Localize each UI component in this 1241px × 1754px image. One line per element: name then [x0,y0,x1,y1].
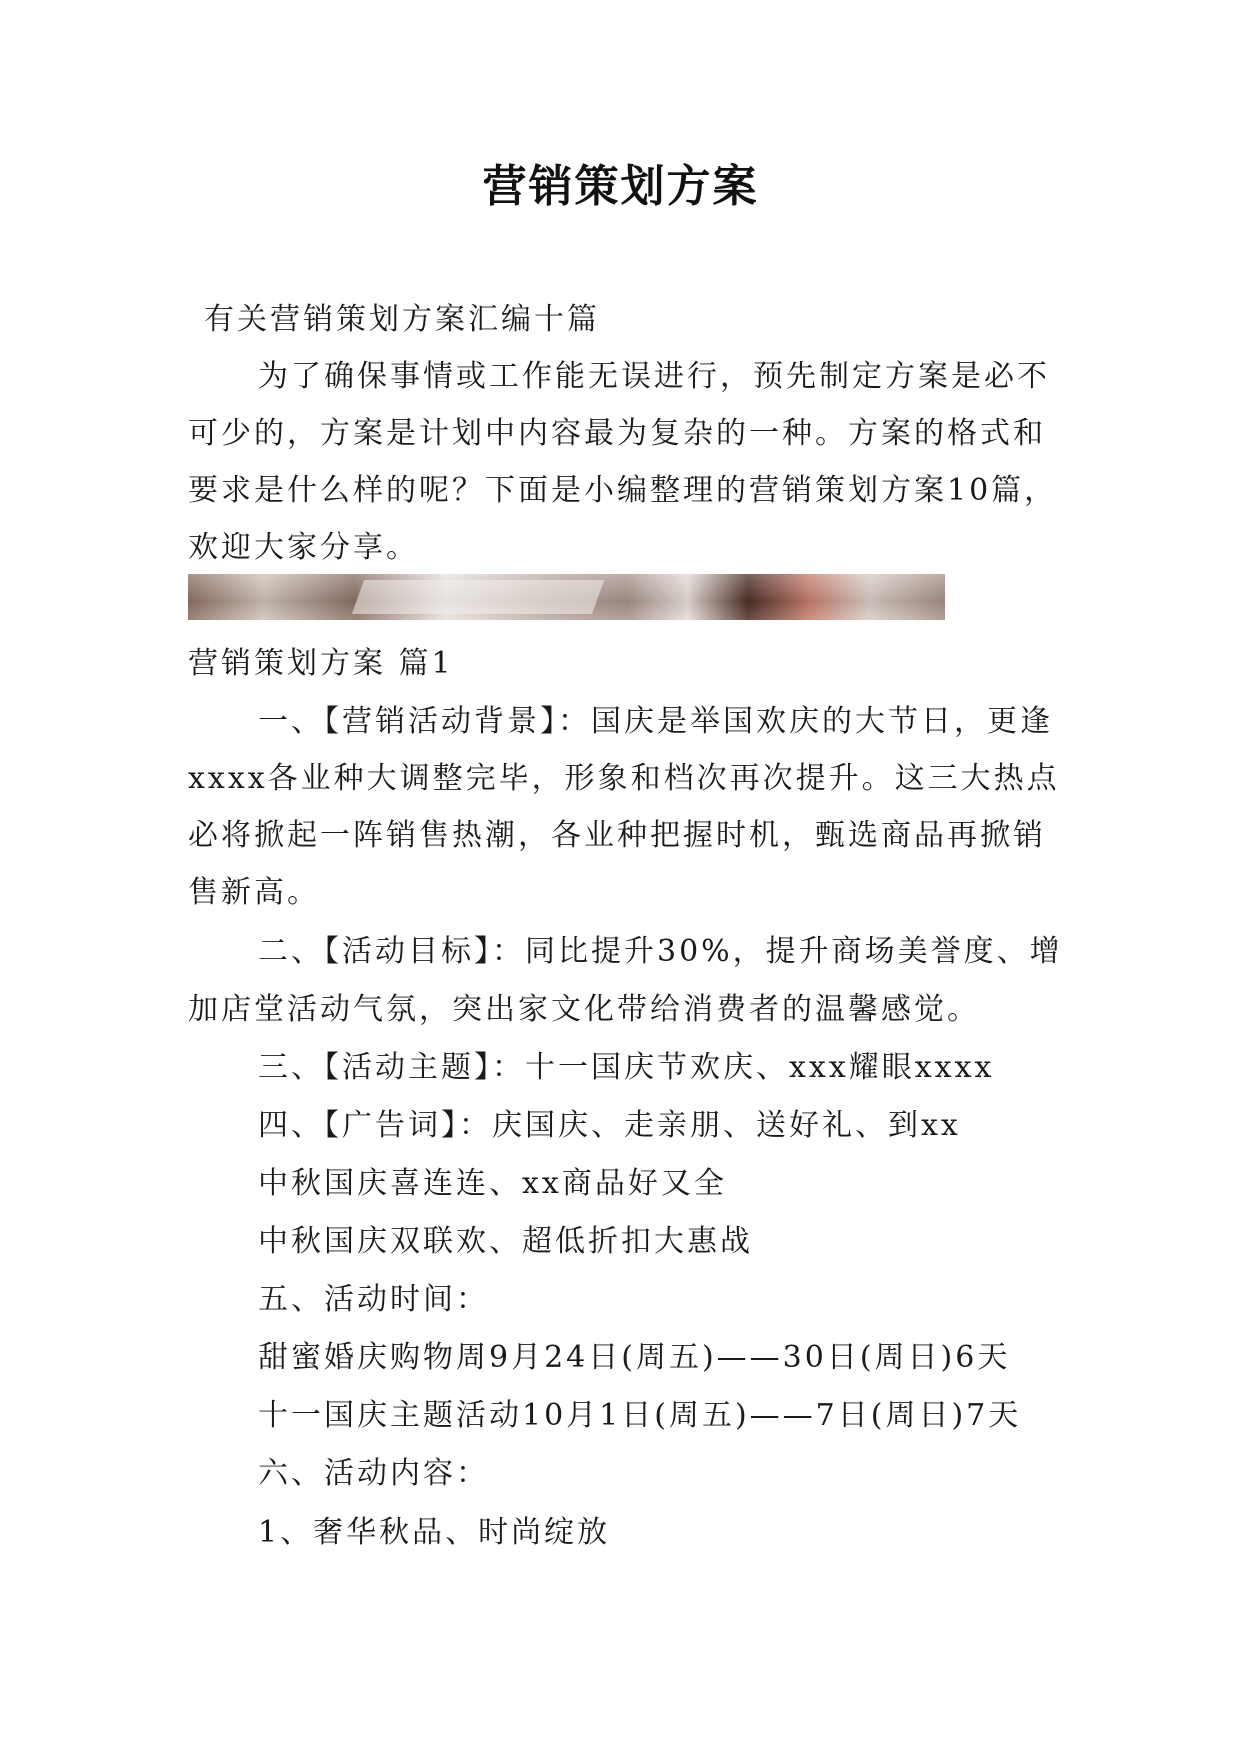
body-line: 售新高。 [188,875,320,910]
body-line: 二、【活动目标】：同比提升30%，提升商场美誉度、增 [258,934,1063,969]
body-line: 十一国庆主题活动10月1日(周五)——7日(周日)7天 [258,1398,1022,1433]
intro-line: 欢迎大家分享。 [188,530,419,565]
body-line: xxxx各业种大调整完毕，形象和档次再次提升。这三大热点 [188,761,1060,796]
document-title: 营销策划方案 [482,161,759,212]
body-line: 五、活动时间： [258,1282,489,1317]
body-line: 三、【活动主题】：十一国庆节欢庆、xxx耀眼xxxx [258,1050,995,1085]
intro-line: 要求是什么样的呢？下面是小编整理的营销策划方案10篇， [188,473,1058,508]
body-line: 中秋国庆双联欢、超低折扣大惠战 [258,1224,753,1259]
section-heading: 营销策划方案 篇1 [188,646,454,681]
body-line: 中秋国庆喜连连、xx商品好又全 [258,1166,727,1201]
body-line: 一、【营销活动背景】：国庆是举国欢庆的大节日，更逢 [258,704,1053,739]
document-subtitle: 有关营销策划方案汇编十篇 [204,302,600,337]
body-line: 甜蜜婚庆购物周9月24日(周五)——30日(周日)6天 [258,1340,1011,1375]
body-line: 1、奢华秋品、时尚绽放 [258,1515,611,1550]
intro-line: 为了确保事情或工作能无误进行，预先制定方案是必不 [258,359,1050,394]
body-line: 六、活动内容： [258,1456,489,1491]
body-line: 四、【广告词】：庆国庆、走亲朋、送好礼、到xx [258,1108,961,1143]
body-line: 必将掀起一阵销售热潮，各业种把握时机，甄选商品再掀销 [188,818,1046,853]
banner-image [188,574,945,620]
intro-line: 可少的，方案是计划中内容最为复杂的一种。方案的格式和 [188,416,1046,451]
body-line: 加店堂活动气氛，突出家文化带给消费者的温馨感觉。 [188,992,980,1027]
